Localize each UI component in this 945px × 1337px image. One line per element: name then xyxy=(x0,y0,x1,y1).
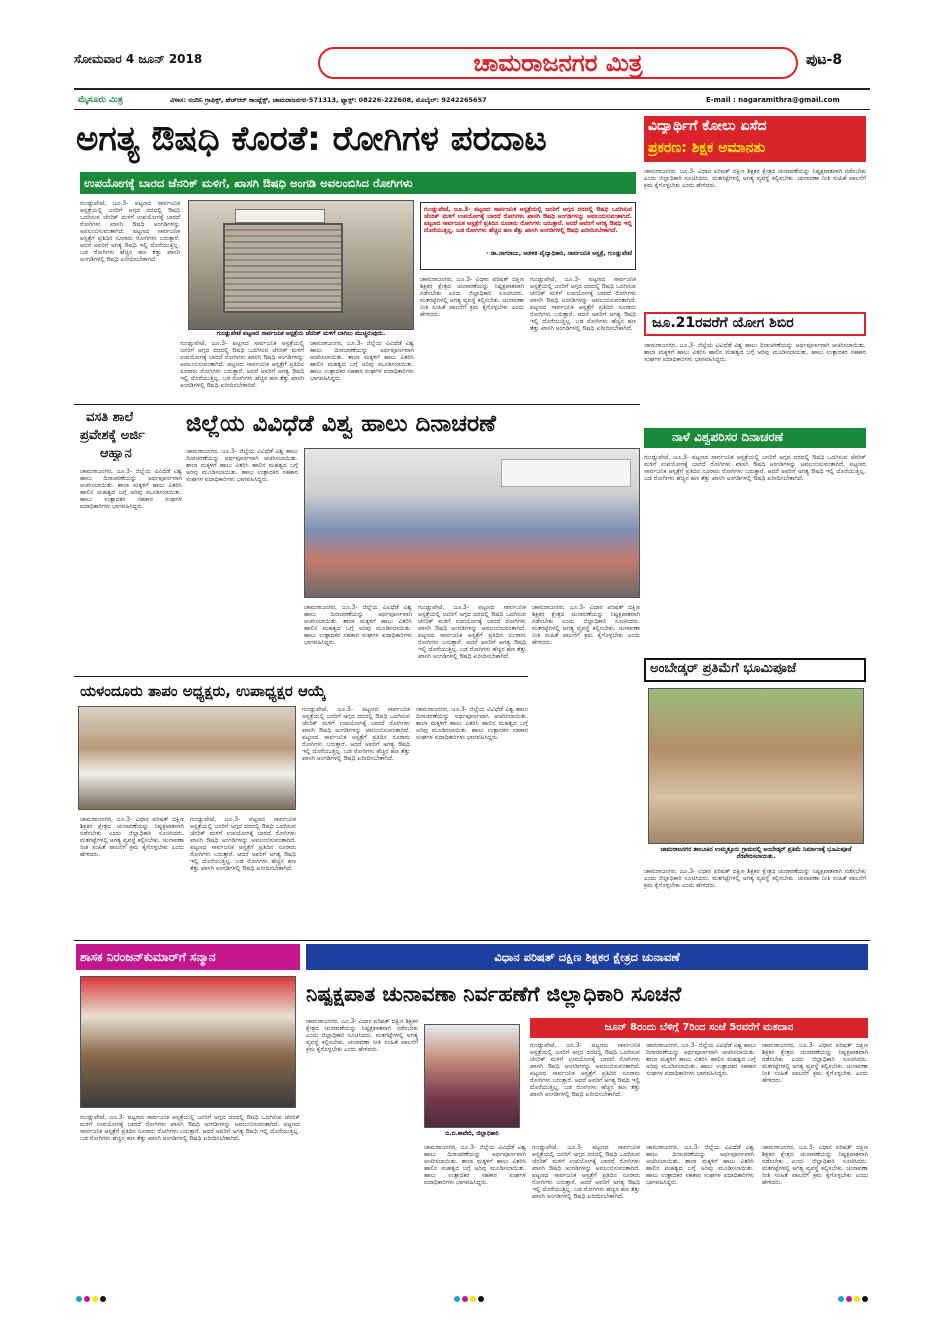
election-body-col8: ಚಾಮರಾಜನಗರ, ಜೂ.3- ವಿಧಾನ ಪರಿಷತ್ ದಕ್ಷಿಣ ಶಿಕ್ಷಕರ ಕ್ಷೇತ್ರದ ಚುನಾವಣೆಯನ್ನು ನಿಷ್ಪಕ್ಷಪಾತವಾಗಿ ನಡೆಸಬೇಕು ಎಂದು ಜಿಲ್ಲಾಧಿಕಾರಿ ಸೂಚಿಸಿದರು. ಮತಗಟ್ಟೆಗಳಲ್ಲಿ ಅಗತ್ಯ ವ್ಯವಸ್ಥೆ ಕಲ್ಪಿಸಬೇಕು. ಚುನಾವಣಾ ನೀತಿ ಸಂಹಿತೆ ಪಾಲನೆಗೆ ಕ್ರಮ ಕೈಗೊಳ್ಳಬೇಕು ಎಂದು ಹೇಳಿದರು. xyxy=(762,1144,868,1186)
registration-dot-magenta xyxy=(84,1296,90,1302)
registration-dot-black xyxy=(478,1296,484,1302)
env-body: ಗುಂಡ್ಲುಪೇಟೆ, ಜೂ.3- ಪಟ್ಟಣದ ಸಾರ್ವಜನಿಕ ಆಸ್ಪತ್ರೆಯಲ್ಲಿ ಜನರಿಗೆ ಅಗ್ಗದ ದರದಲ್ಲಿ ಔಷಧಿ ಒದಗಿಸುವ ಜೆನರಿಕ್ ಮಳಿಗೆ ಉಪಯೋಗಕ್ಕೆ ಬಾರದೆ ರೋಗಿಗಳು ಖಾಸಗಿ ಔಷಧಿ ಅಂಗಡಿಗಳನ್ನು ಅವಲಂಬಿಸುವಂತಾಗಿದೆ. ಪಟ್ಟಣದ ಸಾರ್ವಜನಿಕ ಆಸ್ಪತ್ರೆಗೆ ಪ್ರತಿದಿನ ನೂರಾರು ರೋಗಿಗಳು ಬರುತ್ತಾರೆ. ಆದರೆ ಅವರಿಗೆ ಅಗತ್ಯ ಔಷಧಿ ಇಲ್ಲಿ ದೊರೆಯುತ್ತಿಲ್ಲ. ಬಡ ರೋಗಿಗಳು ಹೆಚ್ಚಿನ ಹಣ ತೆತ್ತು ಖಾಸಗಿ ಅಂಗಡಿಗಳಲ್ಲಿ ಔಷಧಿ ಖರೀದಿಸಬೇಕಾಗಿದೆ. xyxy=(644,454,866,482)
collector-caption: ಬಿ.ಬಿ.ಕಾವೇರಿ, ಜಿಲ್ಲಾಧಿಕಾರಿ xyxy=(445,1130,499,1137)
registration-dot-cyan xyxy=(454,1296,460,1302)
ambedkar-headline: ಅಂಬೇಡ್ಕರ್ ಪ್ರತಿಮೆಗೆ ಭೂಮಿಪೂಜೆ xyxy=(650,661,797,676)
yelandur-body-col4: ಗುಂಡ್ಲುಪೇಟೆ, ಜೂ.3- ಪಟ್ಟಣದ ಸಾರ್ವಜನಿಕ ಆಸ್ಪತ್ರೆಯಲ್ಲಿ ಜನರಿಗೆ ಅಗ್ಗದ ದರದಲ್ಲಿ ಔಷಧಿ ಒದಗಿಸುವ ಜೆನರಿಕ್ ಮಳಿಗೆ ಉಪಯೋಗಕ್ಕೆ ಬಾರದೆ ರೋಗಿಗಳು ಖಾಸಗಿ ಔಷಧಿ ಅಂಗಡಿಗಳನ್ನು ಅವಲಂಬಿಸುವಂತಾಗಿದೆ. ಪಟ್ಟಣದ ಸಾರ್ವಜನಿಕ ಆಸ್ಪತ್ರೆಗೆ ಪ್ರತಿದಿನ ನೂರಾರು ರೋಗಿಗಳು ಬರುತ್ತಾರೆ. ಆದರೆ ಅವರಿಗೆ ಅಗತ್ಯ ಔಷಧಿ ಇಲ್ಲಿ ದೊರೆಯುತ್ತಿಲ್ಲ. ಬಡ ರೋಗಿಗಳು ಹೆಚ್ಚಿನ ಹಣ ತೆತ್ತು ಖಾಸಗಿ ಅಂಗಡಿಗಳಲ್ಲಿ ಔಷಧಿ ಖರೀದಿಸಬೇಕಾಗಿದೆ. xyxy=(190,816,296,872)
milk-headline: ಜಿಲ್ಲೆಯ ವಿವಿಧೆಡೆ ವಿಶ್ವ ಹಾಲು ದಿನಾಚರಣೆ xyxy=(186,411,496,437)
election-body-col5: ಚಾಮರಾಜನಗರ, ಜೂ.3- ಜಿಲ್ಲೆಯ ವಿವಿಧೆಡೆ ವಿಶ್ವ ಹಾಲು ದಿನಾಚರಣೆಯನ್ನು ಅರ್ಥಪೂರ್ಣವಾಗಿ ಆಚರಿಸಲಾಯಿತು. ಶಾಲಾ ಮಕ್ಕಳಿಗೆ ಹಾಲು ವಿತರಿಸಿ ಹಾಲಿನ ಮಹತ್ವದ ಬಗ್ಗೆ ಅರಿವು ಮೂಡಿಸಲಾಯಿತು. ಹಾಲು ಉತ್ಪಾದಕರ ಸಹಕಾರ ಸಂಘಗಳ ಪದಾಧಿಕಾರಿಗಳು ಭಾಗವಹಿಸಿದ್ದರು. xyxy=(424,1144,526,1186)
lead-body-col5: ಗುಂಡ್ಲುಪೇಟೆ, ಜೂ.3- ಪಟ್ಟಣದ ಸಾರ್ವಜನಿಕ ಆಸ್ಪತ್ರೆಯಲ್ಲಿ ಜನರಿಗೆ ಅಗ್ಗದ ದರದಲ್ಲಿ ಔಷಧಿ ಒದಗಿಸುವ ಜೆನರಿಕ್ ಮಳಿಗೆ ಉಪಯೋಗಕ್ಕೆ ಬಾರದೆ ರೋಗಿಗಳು ಖಾಸಗಿ ಔಷಧಿ ಅಂಗಡಿಗಳನ್ನು ಅವಲಂಬಿಸುವಂತಾಗಿದೆ. ಪಟ್ಟಣದ ಸಾರ್ವಜನಿಕ ಆಸ್ಪತ್ರೆಗೆ ಪ್ರತಿದಿನ ನೂರಾರು ರೋಗಿಗಳು ಬರುತ್ತಾರೆ. ಆದರೆ ಅವರಿಗೆ ಅಗತ್ಯ ಔಷಧಿ ಇಲ್ಲಿ ದೊರೆಯುತ್ತಿಲ್ಲ. ಬಡ ರೋಗಿಗಳು ಹೆಚ್ಚಿನ ಹಣ ತೆತ್ತು ಖಾಸಗಿ ಅಂಗಡಿಗಳಲ್ಲಿ ಔಷಧಿ ಖರೀದಿಸಬೇಕಾಗಿದೆ. xyxy=(530,276,636,332)
milk-banner xyxy=(501,459,631,487)
yelandur-body-col1: ಗುಂಡ್ಲುಪೇಟೆ, ಜೂ.3- ಪಟ್ಟಣದ ಸಾರ್ವಜನಿಕ ಆಸ್ಪತ್ರೆಯಲ್ಲಿ ಜನರಿಗೆ ಅಗ್ಗದ ದರದಲ್ಲಿ ಔಷಧಿ ಒದಗಿಸುವ ಜೆನರಿಕ್ ಮಳಿಗೆ ಉಪಯೋಗಕ್ಕೆ ಬಾರದೆ ರೋಗಿಗಳು ಖಾಸಗಿ ಔಷಧಿ ಅಂಗಡಿಗಳನ್ನು ಅವಲಂಬಿಸುವಂತಾಗಿದೆ. ಪಟ್ಟಣದ ಸಾರ್ವಜನಿಕ ಆಸ್ಪತ್ರೆಗೆ ಪ್ರತಿದಿನ ನೂರಾರು ರೋಗಿಗಳು ಬರುತ್ತಾರೆ. ಆದರೆ ಅವರಿಗೆ ಅಗತ್ಯ ಔಷಧಿ ಇಲ್ಲಿ ದೊರೆಯುತ್ತಿಲ್ಲ. ಬಡ ರೋಗಿಗಳು ಹೆಚ್ಚಿನ ಹಣ ತೆತ್ತು ಖಾಸಗಿ ಅಂಗಡಿಗಳಲ್ಲಿ ಔಷಧಿ ಖರೀದಿಸಬೇಕಾಗಿದೆ. xyxy=(302,706,410,762)
yelandur-body-col2: ಚಾಮರಾಜನಗರ, ಜೂ.3- ಜಿಲ್ಲೆಯ ವಿವಿಧೆಡೆ ವಿಶ್ವ ಹಾಲು ದಿನಾಚರಣೆಯನ್ನು ಅರ್ಥಪೂರ್ಣವಾಗಿ ಆಚರಿಸಲಾಯಿತು. ಶಾಲಾ ಮಕ್ಕಳಿಗೆ ಹಾಲು ವಿತರಿಸಿ ಹಾಲಿನ ಮಹತ್ವದ ಬಗ್ಗೆ ಅರಿವು ಮೂಡಿಸಲಾಯಿತು. ಹಾಲು ಉತ್ಪಾದಕರ ಸಹಕಾರ ಸಂಘಗಳ ಪದಾಧಿಕಾರಿಗಳು ಭಾಗವಹಿಸಿದ್ದರು. xyxy=(416,706,528,741)
env-headline: ನಾಳೆ ವಿಶ್ವಪರಿಸರ ದಿನಾಚರಣೆ xyxy=(672,430,784,444)
yelandur-photo xyxy=(78,706,296,810)
lead-photo-caption: ಗುಂಡ್ಲುಪೇಟೆ ಪಟ್ಟಣದ ಸಾರ್ವಜನಿಕ ಆಸ್ಪತ್ರೆಯ ಜೆನರಿಕ್ ಮಳಿಗೆ ಬಾಗಿಲು ಮುಚ್ಚಿರುವುದು. xyxy=(216,330,386,337)
registration-dot-cyan xyxy=(838,1296,844,1302)
teacher-body: ಚಾಮರಾಜನಗರ, ಜೂ.3- ವಿಧಾನ ಪರಿಷತ್ ದಕ್ಷಿಣ ಶಿಕ್ಷಕರ ಕ್ಷೇತ್ರದ ಚುನಾವಣೆಯನ್ನು ನಿಷ್ಪಕ್ಷಪಾತವಾಗಿ ನಡೆಸಬೇಕು ಎಂದು ಜಿಲ್ಲಾಧಿಕಾರಿ ಸೂಚಿಸಿದರು. ಮತಗಟ್ಟೆಗಳಲ್ಲಿ ಅಗತ್ಯ ವ್ಯವಸ್ಥೆ ಕಲ್ಪಿಸಬೇಕು. ಚುನಾವಣಾ ನೀತಿ ಸಂಹಿತೆ ಪಾಲನೆಗೆ ಕ್ರಮ ಕೈಗೊಳ್ಳಬೇಕು ಎಂದು ಹೇಳಿದರು. xyxy=(644,168,866,189)
small-logo: ಮೈಸೂರು ಮಿತ್ರ xyxy=(78,95,123,105)
election-body-col7: ಚಾಮರಾಜನಗರ, ಜೂ.3- ಜಿಲ್ಲೆಯ ವಿವಿಧೆಡೆ ವಿಶ್ವ ಹಾಲು ದಿನಾಚರಣೆಯನ್ನು ಅರ್ಥಪೂರ್ಣವಾಗಿ ಆಚರಿಸಲಾಯಿತು. ಶಾಲಾ ಮಕ್ಕಳಿಗೆ ಹಾಲು ವಿತರಿಸಿ ಹಾಲಿನ ಮಹತ್ವದ ಬಗ್ಗೆ ಅರಿವು ಮೂಡಿಸಲಾಯಿತು. ಹಾಲು ಉತ್ಪಾದಕರ ಸಹಕಾರ ಸಂಘಗಳ ಪದಾಧಿಕಾರಿಗಳು ಭಾಗವಹಿಸಿದ್ದರು. xyxy=(646,1144,754,1186)
collector-photo xyxy=(424,1024,520,1128)
masthead-rule xyxy=(74,88,870,90)
milk-body-col4: ಚಾಮರಾಜನಗರ, ಜೂ.3- ವಿಧಾನ ಪರಿಷತ್ ದಕ್ಷಿಣ ಶಿಕ್ಷಕರ ಕ್ಷೇತ್ರದ ಚುನಾವಣೆಯನ್ನು ನಿಷ್ಪಕ್ಷಪಾತವಾಗಿ ನಡೆಸಬೇಕು ಎಂದು ಜಿಲ್ಲಾಧಿಕಾರಿ ಸೂಚಿಸಿದರು. ಮತಗಟ್ಟೆಗಳಲ್ಲಿ ಅಗತ್ಯ ವ್ಯವಸ್ಥೆ ಕಲ್ಪಿಸಬೇಕು. ಚುನಾವಣಾ ನೀತಿ ಸಂಹಿತೆ ಪಾಲನೆಗೆ ಕ್ರಮ ಕೈಗೊಳ್ಳಬೇಕು ಎಂದು ಹೇಳಿದರು. xyxy=(532,604,640,646)
sign-board xyxy=(235,209,325,223)
milk-body-col1: ಚಾಮರಾಜನಗರ, ಜೂ.3- ಜಿಲ್ಲೆಯ ವಿವಿಧೆಡೆ ವಿಶ್ವ ಹಾಲು ದಿನಾಚರಣೆಯನ್ನು ಅರ್ಥಪೂರ್ಣವಾಗಿ ಆಚರಿಸಲಾಯಿತು. ಶಾಲಾ ಮಕ್ಕಳಿಗೆ ಹಾಲು ವಿತರಿಸಿ ಹಾಲಿನ ಮಹತ್ವದ ಬಗ್ಗೆ ಅರಿವು ಮೂಡಿಸಲಾಯಿತು. ಹಾಲು ಉತ್ಪಾದಕರ ಸಹಕಾರ ಸಂಘಗಳ ಪದಾಧಿಕಾರಿಗಳು ಭಾಗವಹಿಸಿದ್ದರು. xyxy=(186,448,298,483)
quote-text: ಗುಂಡ್ಲುಪೇಟೆ, ಜೂ.3- ಪಟ್ಟಣದ ಸಾರ್ವಜನಿಕ ಆಸ್ಪತ್ರೆಯಲ್ಲಿ ಜನರಿಗೆ ಅಗ್ಗದ ದರದಲ್ಲಿ ಔಷಧಿ ಒದಗಿಸುವ ಜೆನರಿಕ್ ಮಳಿಗೆ ಉಪಯೋಗಕ್ಕೆ ಬಾರದೆ ರೋಗಿಗಳು ಖಾಸಗಿ ಔಷಧಿ ಅಂಗಡಿಗಳನ್ನು ಅವಲಂಬಿಸುವಂತಾಗಿದೆ. ಪಟ್ಟಣದ ಸಾರ್ವಜನಿಕ ಆಸ್ಪತ್ರೆಗೆ ಪ್ರತಿದಿನ ನೂರಾರು ರೋಗಿಗಳು ಬರುತ್ತಾರೆ. ಆದರೆ ಅವರಿಗೆ ಅಗತ್ಯ ಔಷಧಿ ಇಲ್ಲಿ ದೊರೆಯುತ್ತಿಲ್ಲ. ಬಡ ರೋಗಿಗಳು ಹೆಚ್ಚಿನ ಹಣ ತೆತ್ತು ಖಾಸಗಿ ಅಂಗಡಿಗಳಲ್ಲಿ ಔಷಧಿ ಖರೀದಿಸಬೇಕಾಗಿದೆ. xyxy=(424,206,632,234)
email-line: E-mail : nagaramithra@gmail.com xyxy=(706,96,840,104)
section-rule-2 xyxy=(74,676,528,677)
shutter-graphic xyxy=(223,223,343,313)
registration-dot-yellow xyxy=(92,1296,98,1302)
issue-date: ಸೋಮವಾರ 4 ಜೂನ್ 2018 xyxy=(74,52,203,66)
felicitation-body: ಗುಂಡ್ಲುಪೇಟೆ, ಜೂ.3- ಪಟ್ಟಣದ ಸಾರ್ವಜನಿಕ ಆಸ್ಪತ್ರೆಯಲ್ಲಿ ಜನರಿಗೆ ಅಗ್ಗದ ದರದಲ್ಲಿ ಔಷಧಿ ಒದಗಿಸುವ ಜೆನರಿಕ್ ಮಳಿಗೆ ಉಪಯೋಗಕ್ಕೆ ಬಾರದೆ ರೋಗಿಗಳು ಖಾಸಗಿ ಔಷಧಿ ಅಂಗಡಿಗಳನ್ನು ಅವಲಂಬಿಸುವಂತಾಗಿದೆ. ಪಟ್ಟಣದ ಸಾರ್ವಜನಿಕ ಆಸ್ಪತ್ರೆಗೆ ಪ್ರತಿದಿನ ನೂರಾರು ರೋಗಿಗಳು ಬರುತ್ತಾರೆ. ಆದರೆ ಅವರಿಗೆ ಅಗತ್ಯ ಔಷಧಿ ಇಲ್ಲಿ ದೊರೆಯುತ್ತಿಲ್ಲ. ಬಡ ರೋಗಿಗಳು ಹೆಚ್ಚಿನ ಹಣ ತೆತ್ತು ಖಾಸಗಿ ಅಂಗಡಿಗಳಲ್ಲಿ ಔಷಧಿ ಖರೀದಿಸಬೇಕಾಗಿದೆ. xyxy=(80,1114,300,1142)
registration-dot-black xyxy=(100,1296,106,1302)
registration-dot-yellow xyxy=(470,1296,476,1302)
hostel-headline-2: ಪ್ರವೇಶಕ್ಕೆ ಅರ್ಜಿ xyxy=(80,428,145,443)
teacher-headline-2: ಪ್ರಕರಣ: ಶಿಕ್ಷಕ ಅಮಾನತು xyxy=(648,140,766,156)
ambedkar-caption: ಚಾಮರಾಜನಗರ ತಾಲೂಕಿನ ಉಮ್ಮತ್ತೂರು ಗ್ರಾಮದಲ್ಲಿ ಅಂಬೇಡ್ಕರ್ ಪ್ರತಿಮೆ ನಿರ್ಮಾಣಕ್ಕೆ ಭೂಮಿಪೂಜೆ ನೆರವೇರಿಸಲಾಯಿತು. xyxy=(660,846,852,860)
election-body-col2: ಗುಂಡ್ಲುಪೇಟೆ, ಜೂ.3- ಪಟ್ಟಣದ ಸಾರ್ವಜನಿಕ ಆಸ್ಪತ್ರೆಯಲ್ಲಿ ಜನರಿಗೆ ಅಗ್ಗದ ದರದಲ್ಲಿ ಔಷಧಿ ಒದಗಿಸುವ ಜೆನರಿಕ್ ಮಳಿಗೆ ಉಪಯೋಗಕ್ಕೆ ಬಾರದೆ ರೋಗಿಗಳು ಖಾಸಗಿ ಔಷಧಿ ಅಂಗಡಿಗಳನ್ನು ಅವಲಂಬಿಸುವಂತಾಗಿದೆ. ಪಟ್ಟಣದ ಸಾರ್ವಜನಿಕ ಆಸ್ಪತ್ರೆಗೆ ಪ್ರತಿದಿನ ನೂರಾರು ರೋಗಿಗಳು ಬರುತ್ತಾರೆ. ಆದರೆ ಅವರಿಗೆ ಅಗತ್ಯ ಔಷಧಿ ಇಲ್ಲಿ ದೊರೆಯುತ್ತಿಲ್ಲ. ಬಡ ರೋಗಿಗಳು ಹೆಚ್ಚಿನ ಹಣ ತೆತ್ತು ಖಾಸಗಿ ಅಂಗಡಿಗಳಲ್ಲಿ ಔಷಧಿ ಖರೀದಿಸಬೇಕಾಗಿದೆ. xyxy=(530,1042,640,1098)
election-body-col6: ಗುಂಡ್ಲುಪೇಟೆ, ಜೂ.3- ಪಟ್ಟಣದ ಸಾರ್ವಜನಿಕ ಆಸ್ಪತ್ರೆಯಲ್ಲಿ ಜನರಿಗೆ ಅಗ್ಗದ ದರದಲ್ಲಿ ಔಷಧಿ ಒದಗಿಸುವ ಜೆನರಿಕ್ ಮಳಿಗೆ ಉಪಯೋಗಕ್ಕೆ ಬಾರದೆ ರೋಗಿಗಳು ಖಾಸಗಿ ಔಷಧಿ ಅಂಗಡಿಗಳನ್ನು ಅವಲಂಬಿಸುವಂತಾಗಿದೆ. ಪಟ್ಟಣದ ಸಾರ್ವಜನಿಕ ಆಸ್ಪತ್ರೆಗೆ ಪ್ರತಿದಿನ ನೂರಾರು ರೋಗಿಗಳು ಬರುತ್ತಾರೆ. ಆದರೆ ಅವರಿಗೆ ಅಗತ್ಯ ಔಷಧಿ ಇಲ್ಲಿ ದೊರೆಯುತ್ತಿಲ್ಲ. ಬಡ ರೋಗಿಗಳು ಹೆಚ್ಚಿನ ಹಣ ತೆತ್ತು ಖಾಸಗಿ ಅಂಗಡಿಗಳಲ್ಲಿ ಔಷಧಿ ಖರೀದಿಸಬೇಕಾಗಿದೆ. xyxy=(532,1144,640,1200)
lead-headline: ಅಗತ್ಯ ಔಷಧಿ ಕೊರತೆ: ರೋಗಿಗಳ ಪರದಾಟ xyxy=(76,119,547,159)
yelandur-headline: ಯಳಂದೂರು ತಾಪಂ ಅಧ್ಯಕ್ಷರು, ಉಪಾಧ್ಯಕ್ಷರ ಆಯ್ಕೆ xyxy=(80,682,327,700)
lead-body-col3: ಚಾಮರಾಜನಗರ, ಜೂ.3- ಜಿಲ್ಲೆಯ ವಿವಿಧೆಡೆ ವಿಶ್ವ ಹಾಲು ದಿನಾಚರಣೆಯನ್ನು ಅರ್ಥಪೂರ್ಣವಾಗಿ ಆಚರಿಸಲಾಯಿತು. ಶಾಲಾ ಮಕ್ಕಳಿಗೆ ಹಾಲು ವಿತರಿಸಿ ಹಾಲಿನ ಮಹತ್ವದ ಬಗ್ಗೆ ಅರಿವು ಮೂಡಿಸಲಾಯಿತು. ಹಾಲು ಉತ್ಪಾದಕರ ಸಹಕಾರ ಸಂಘಗಳ ಪದಾಧಿಕಾರಿಗಳು ಭಾಗವಹಿಸಿದ್ದರು. xyxy=(310,340,414,382)
registration-dot-magenta xyxy=(462,1296,468,1302)
felicitation-photo xyxy=(80,976,296,1108)
felicitation-headline: ಶಾಸಕ ನಿರಂಜನ್‌ಕುಮಾರ್‌ಗೆ ಸನ್ಮಾನ xyxy=(80,950,216,964)
hostel-headline-3: ಆಹ್ವಾನ xyxy=(100,446,132,461)
yoga-body: ಚಾಮರಾಜನಗರ, ಜೂ.3- ಜಿಲ್ಲೆಯ ವಿವಿಧೆಡೆ ವಿಶ್ವ ಹಾಲು ದಿನಾಚರಣೆಯನ್ನು ಅರ್ಥಪೂರ್ಣವಾಗಿ ಆಚರಿಸಲಾಯಿತು. ಶಾಲಾ ಮಕ್ಕಳಿಗೆ ಹಾಲು ವಿತರಿಸಿ ಹಾಲಿನ ಮಹತ್ವದ ಬಗ್ಗೆ ಅರಿವು ಮೂಡಿಸಲಾಯಿತು. ಹಾಲು ಉತ್ಪಾದಕರ ಸಹಕಾರ ಸಂಘಗಳ ಪದಾಧಿಕಾರಿಗಳು ಭಾಗವಹಿಸಿದ್ದರು. xyxy=(644,342,866,363)
election-body-col3: ಚಾಮರಾಜನಗರ, ಜೂ.3- ಜಿಲ್ಲೆಯ ವಿವಿಧೆಡೆ ವಿಶ್ವ ಹಾಲು ದಿನಾಚರಣೆಯನ್ನು ಅರ್ಥಪೂರ್ಣವಾಗಿ ಆಚರಿಸಲಾಯಿತು. ಶಾಲಾ ಮಕ್ಕಳಿಗೆ ಹಾಲು ವಿತರಿಸಿ ಹಾಲಿನ ಮಹತ್ವದ ಬಗ್ಗೆ ಅರಿವು ಮೂಡಿಸಲಾಯಿತು. ಹಾಲು ಉತ್ಪಾದಕರ ಸಹಕಾರ ಸಂಘಗಳ ಪದಾಧಿಕಾರಿಗಳು ಭಾಗವಹಿಸಿದ್ದರು. xyxy=(646,1042,756,1077)
teacher-headline-1: ವಿದ್ಯಾರ್ಥಿಗೆ ಕೋಲು ಏಸೆದ xyxy=(648,118,767,134)
hostel-headline-1: ವಸತಿ ಶಾಲೆ xyxy=(86,410,134,425)
paper-name: ಚಾಮರಾಜನಗರ ಮಿತ್ರ xyxy=(473,49,643,77)
address-rule xyxy=(74,109,870,110)
lead-body-col1: ಗುಂಡ್ಲುಪೇಟೆ, ಜೂ.3- ಪಟ್ಟಣದ ಸಾರ್ವಜನಿಕ ಆಸ್ಪತ್ರೆಯಲ್ಲಿ ಜನರಿಗೆ ಅಗ್ಗದ ದರದಲ್ಲಿ ಔಷಧಿ ಒದಗಿಸುವ ಜೆನರಿಕ್ ಮಳಿಗೆ ಉಪಯೋಗಕ್ಕೆ ಬಾರದೆ ರೋಗಿಗಳು ಖಾಸಗಿ ಔಷಧಿ ಅಂಗಡಿಗಳನ್ನು ಅವಲಂಬಿಸುವಂತಾಗಿದೆ. ಪಟ್ಟಣದ ಸಾರ್ವಜನಿಕ ಆಸ್ಪತ್ರೆಗೆ ಪ್ರತಿದಿನ ನೂರಾರು ರೋಗಿಗಳು ಬರುತ್ತಾರೆ. ಆದರೆ ಅವರಿಗೆ ಅಗತ್ಯ ಔಷಧಿ ಇಲ್ಲಿ ದೊರೆಯುತ್ತಿಲ್ಲ. ಬಡ ರೋಗಿಗಳು ಹೆಚ್ಚಿನ ಹಣ ತೆತ್ತು ಖಾಸಗಿ ಅಂಗಡಿಗಳಲ್ಲಿ ಔಷಧಿ ಖರೀದಿಸಬೇಕಾಗಿದೆ. xyxy=(80,200,180,263)
milk-photo xyxy=(304,448,640,598)
election-highlight: ಜೂನ್ 8ರಂದು ಬೆಳಿಗ್ಗೆ 7ರಿಂದ ಸಂಜೆ 5ರವರೆಗೆ ಮತದಾನ xyxy=(604,1022,794,1033)
election-kicker: ವಿಧಾನ ಪರಿಷತ್ ದಕ್ಷಿಣ ಶಿಕ್ಷಕರ ಕ್ಷೇತ್ರದ ಚುನಾವಣೆ xyxy=(494,950,680,964)
milk-body-col2: ಚಾಮರಾಜನಗರ, ಜೂ.3- ಜಿಲ್ಲೆಯ ವಿವಿಧೆಡೆ ವಿಶ್ವ ಹಾಲು ದಿನಾಚರಣೆಯನ್ನು ಅರ್ಥಪೂರ್ಣವಾಗಿ ಆಚರಿಸಲಾಯಿತು. ಶಾಲಾ ಮಕ್ಕಳಿಗೆ ಹಾಲು ವಿತರಿಸಿ ಹಾಲಿನ ಮಹತ್ವದ ಬಗ್ಗೆ ಅರಿವು ಮೂಡಿಸಲಾಯಿತು. ಹಾಲು ಉತ್ಪಾದಕರ ಸಹಕಾರ ಸಂಘಗಳ ಪದಾಧಿಕಾರಿಗಳು ಭಾಗವಹಿಸಿದ್ದರು. xyxy=(304,604,412,646)
registration-dot-magenta xyxy=(846,1296,852,1302)
lead-subhead: ಉಪಯೋಗಕ್ಕೆ ಬಾರದ ಜೆನರಿಕ್ ಮಳಿಗೆ, ಖಾಸಗಿ ಔಷಧಿ ಅಂಗಡಿ ಅವಲಂಬಿಸಿದ ರೋಗಿಗಳು xyxy=(84,176,413,190)
election-body-col4: ಚಾಮರಾಜನಗರ, ಜೂ.3- ವಿಧಾನ ಪರಿಷತ್ ದಕ್ಷಿಣ ಶಿಕ್ಷಕರ ಕ್ಷೇತ್ರದ ಚುನಾವಣೆಯನ್ನು ನಿಷ್ಪಕ್ಷಪಾತವಾಗಿ ನಡೆಸಬೇಕು ಎಂದು ಜಿಲ್ಲಾಧಿಕಾರಿ ಸೂಚಿಸಿದರು. ಮತಗಟ್ಟೆಗಳಲ್ಲಿ ಅಗತ್ಯ ವ್ಯವಸ್ಥೆ ಕಲ್ಪಿಸಬೇಕು. ಚುನಾವಣಾ ನೀತಿ ಸಂಹಿತೆ ಪಾಲನೆಗೆ ಕ್ರಮ ಕೈಗೊಳ್ಳಬೇಕು ಎಂದು ಹೇಳಿದರು. xyxy=(762,1042,868,1084)
yelandur-body-col3: ಚಾಮರಾಜನಗರ, ಜೂ.3- ವಿಧಾನ ಪರಿಷತ್ ದಕ್ಷಿಣ ಶಿಕ್ಷಕರ ಕ್ಷೇತ್ರದ ಚುನಾವಣೆಯನ್ನು ನಿಷ್ಪಕ್ಷಪಾತವಾಗಿ ನಡೆಸಬೇಕು ಎಂದು ಜಿಲ್ಲಾಧಿಕಾರಿ ಸೂಚಿಸಿದರು. ಮತಗಟ್ಟೆಗಳಲ್ಲಿ ಅಗತ್ಯ ವ್ಯವಸ್ಥೆ ಕಲ್ಪಿಸಬೇಕು. ಚುನಾವಣಾ ನೀತಿ ಸಂಹಿತೆ ಪಾಲನೆಗೆ ಕ್ರಮ ಕೈಗೊಳ್ಳಬೇಕು ಎಂದು ಹೇಳಿದರು. xyxy=(80,816,184,858)
election-body-col1: ಚಾಮರಾಜನಗರ, ಜೂ.3- ವಿಧಾನ ಪರಿಷತ್ ದಕ್ಷಿಣ ಶಿಕ್ಷಕರ ಕ್ಷೇತ್ರದ ಚುನಾವಣೆಯನ್ನು ನಿಷ್ಪಕ್ಷಪಾತವಾಗಿ ನಡೆಸಬೇಕು ಎಂದು ಜಿಲ್ಲಾಧಿಕಾರಿ ಸೂಚಿಸಿದರು. ಮತಗಟ್ಟೆಗಳಲ್ಲಿ ಅಗತ್ಯ ವ್ಯವಸ್ಥೆ ಕಲ್ಪಿಸಬೇಕು. ಚುನಾವಣಾ ನೀತಿ ಸಂಹಿತೆ ಪಾಲನೆಗೆ ಕ್ರಮ ಕೈಗೊಳ್ಳಬೇಕು ಎಂದು ಹೇಳಿದರು. xyxy=(306,1018,418,1053)
hostel-body: ಚಾಮರಾಜನಗರ, ಜೂ.3- ಜಿಲ್ಲೆಯ ವಿವಿಧೆಡೆ ವಿಶ್ವ ಹಾಲು ದಿನಾಚರಣೆಯನ್ನು ಅರ್ಥಪೂರ್ಣವಾಗಿ ಆಚರಿಸಲಾಯಿತು. ಶಾಲಾ ಮಕ್ಕಳಿಗೆ ಹಾಲು ವಿತರಿಸಿ ಹಾಲಿನ ಮಹತ್ವದ ಬಗ್ಗೆ ಅರಿವು ಮೂಡಿಸಲಾಯಿತು. ಹಾಲು ಉತ್ಪಾದಕರ ಸಹಕಾರ ಸಂಘಗಳ ಪದಾಧಿಕಾರಿಗಳು ಭಾಗವಹಿಸಿದ್ದರು. xyxy=(80,468,182,510)
ambedkar-body: ಚಾಮರಾಜನಗರ, ಜೂ.3- ವಿಧಾನ ಪರಿಷತ್ ದಕ್ಷಿಣ ಶಿಕ್ಷಕರ ಕ್ಷೇತ್ರದ ಚುನಾವಣೆಯನ್ನು ನಿಷ್ಪಕ್ಷಪಾತವಾಗಿ ನಡೆಸಬೇಕು ಎಂದು ಜಿಲ್ಲಾಧಿಕಾರಿ ಸೂಚಿಸಿದರು. ಮತಗಟ್ಟೆಗಳಲ್ಲಿ ಅಗತ್ಯ ವ್ಯವಸ್ಥೆ ಕಲ್ಪಿಸಬೇಕು. ಚುನಾವಣಾ ನೀತಿ ಸಂಹಿತೆ ಪಾಲನೆಗೆ ಕ್ರಮ ಕೈಗೊಳ್ಳಬೇಕು ಎಂದು ಹೇಳಿದರು. xyxy=(644,868,866,889)
election-headline: ನಿಷ್ಪಕ್ಷಪಾತ ಚುನಾವಣಾ ನಿರ್ವಹಣೆಗೆ ಜಿಲ್ಲಾಧಿಕಾರಿ ಸೂಚನೆ xyxy=(306,982,682,1006)
lead-photo xyxy=(188,200,414,330)
yoga-headline: ಜೂ.21ರವರೆಗೆ ಯೋಗ ಶಿಬಿರ xyxy=(652,315,794,331)
registration-dot-cyan xyxy=(76,1296,82,1302)
registration-dot-black xyxy=(862,1296,868,1302)
lead-body-col2: ಗುಂಡ್ಲುಪೇಟೆ, ಜೂ.3- ಪಟ್ಟಣದ ಸಾರ್ವಜನಿಕ ಆಸ್ಪತ್ರೆಯಲ್ಲಿ ಜನರಿಗೆ ಅಗ್ಗದ ದರದಲ್ಲಿ ಔಷಧಿ ಒದಗಿಸುವ ಜೆನರಿಕ್ ಮಳಿಗೆ ಉಪಯೋಗಕ್ಕೆ ಬಾರದೆ ರೋಗಿಗಳು ಖಾಸಗಿ ಔಷಧಿ ಅಂಗಡಿಗಳನ್ನು ಅವಲಂಬಿಸುವಂತಾಗಿದೆ. ಪಟ್ಟಣದ ಸಾರ್ವಜನಿಕ ಆಸ್ಪತ್ರೆಗೆ ಪ್ರತಿದಿನ ನೂರಾರು ರೋಗಿಗಳು ಬರುತ್ತಾರೆ. ಆದರೆ ಅವರಿಗೆ ಅಗತ್ಯ ಔಷಧಿ ಇಲ್ಲಿ ದೊರೆಯುತ್ತಿಲ್ಲ. ಬಡ ರೋಗಿಗಳು ಹೆಚ್ಚಿನ ಹಣ ತೆತ್ತು ಖಾಸಗಿ ಅಂಗಡಿಗಳಲ್ಲಿ ಔಷಧಿ ಖರೀದಿಸಬೇಕಾಗಿದೆ. xyxy=(180,340,304,389)
page-number: ಪುಟ-8 xyxy=(806,52,843,68)
section-rule-3 xyxy=(74,940,870,941)
ambedkar-photo xyxy=(648,688,864,844)
address-line: ವಿಳಾಸ: ನಂದಿನಿ ಗ್ರಾಫಿಕ್ಸ್, ಹೆಚ್‌ಆರ್ ಕಾಂಪ್ಲೆಕ್ಸ್, ಚಾಮರಾಜನಗರ-571313, ಫ್ಯಾಕ್ಸ್: 08226-222608, ಮೊಬೈಲ್: 9242265657 xyxy=(170,96,487,104)
quote-box xyxy=(420,202,636,270)
registration-dot-yellow xyxy=(854,1296,860,1302)
milk-body-col3: ಗುಂಡ್ಲುಪೇಟೆ, ಜೂ.3- ಪಟ್ಟಣದ ಸಾರ್ವಜನಿಕ ಆಸ್ಪತ್ರೆಯಲ್ಲಿ ಜನರಿಗೆ ಅಗ್ಗದ ದರದಲ್ಲಿ ಔಷಧಿ ಒದಗಿಸುವ ಜೆನರಿಕ್ ಮಳಿಗೆ ಉಪಯೋಗಕ್ಕೆ ಬಾರದೆ ರೋಗಿಗಳು ಖಾಸಗಿ ಔಷಧಿ ಅಂಗಡಿಗಳನ್ನು ಅವಲಂಬಿಸುವಂತಾಗಿದೆ. ಪಟ್ಟಣದ ಸಾರ್ವಜನಿಕ ಆಸ್ಪತ್ರೆಗೆ ಪ್ರತಿದಿನ ನೂರಾರು ರೋಗಿಗಳು ಬರುತ್ತಾರೆ. ಆದರೆ ಅವರಿಗೆ ಅಗತ್ಯ ಔಷಧಿ ಇಲ್ಲಿ ದೊರೆಯುತ್ತಿಲ್ಲ. ಬಡ ರೋಗಿಗಳು ಹೆಚ್ಚಿನ ಹಣ ತೆತ್ತು ಖಾಸಗಿ ಅಂಗಡಿಗಳಲ್ಲಿ ಔಷಧಿ ಖರೀದಿಸಬೇಕಾಗಿದೆ. xyxy=(418,604,526,660)
lead-body-col4: ಚಾಮರಾಜನಗರ, ಜೂ.3- ವಿಧಾನ ಪರಿಷತ್ ದಕ್ಷಿಣ ಶಿಕ್ಷಕರ ಕ್ಷೇತ್ರದ ಚುನಾವಣೆಯನ್ನು ನಿಷ್ಪಕ್ಷಪಾತವಾಗಿ ನಡೆಸಬೇಕು ಎಂದು ಜಿಲ್ಲಾಧಿಕಾರಿ ಸೂಚಿಸಿದರು. ಮತಗಟ್ಟೆಗಳಲ್ಲಿ ಅಗತ್ಯ ವ್ಯವಸ್ಥೆ ಕಲ್ಪಿಸಬೇಕು. ಚುನಾವಣಾ ನೀತಿ ಸಂಹಿತೆ ಪಾಲನೆಗೆ ಕ್ರಮ ಕೈಗೊಳ್ಳಬೇಕು ಎಂದು ಹೇಳಿದರು. xyxy=(420,276,524,318)
quote-attribution: - ಡಾ.ನಾಗರಾಜು, ಆಡಳಿತ ವೈದ್ಯಾಧಿಕಾರಿ, ಸಾರ್ವಜನಿಕ ಆಸ್ಪತ್ರೆ, ಗುಂಡ್ಲುಪೇಟೆ xyxy=(486,250,632,257)
